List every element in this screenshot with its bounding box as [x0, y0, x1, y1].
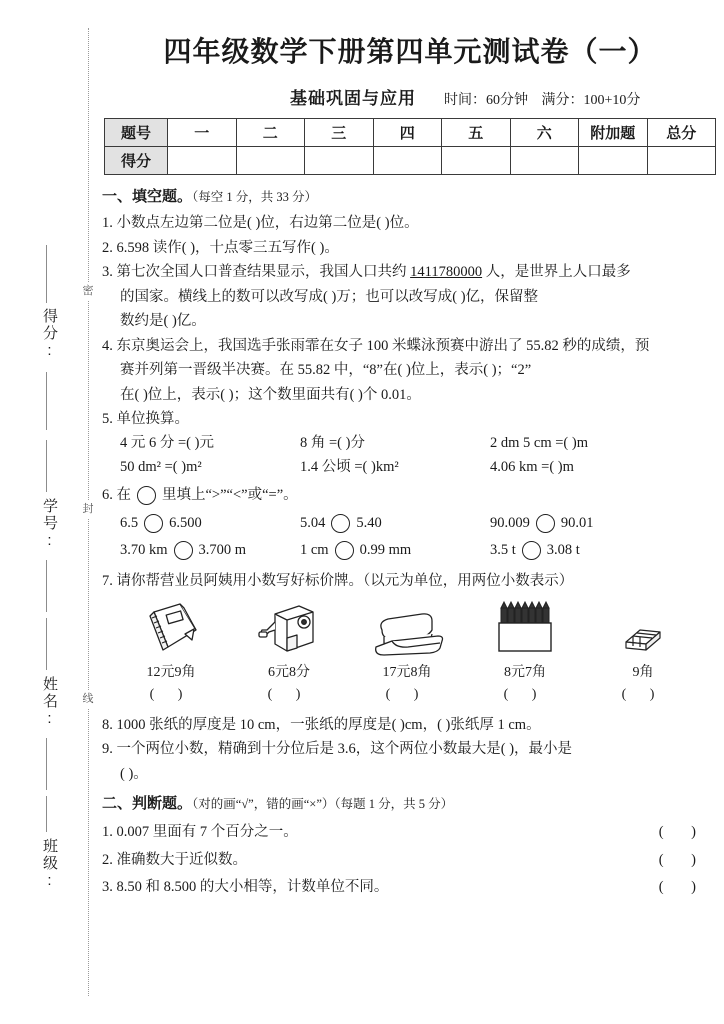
price-answer-crayon-box[interactable]: ( ) [503, 686, 547, 702]
section1-title: 一、填空题。 [102, 189, 193, 205]
question-3-line-2: 的国家。横线上的数可以改写成( )万；也可以改写成( )亿，保留整 [120, 288, 539, 305]
comparison-circle-icon[interactable] [335, 541, 354, 560]
unit-conv-5: 1.4 公顷 =( )km² [300, 458, 399, 475]
score-cell-1[interactable] [168, 147, 237, 175]
exam-meta [444, 89, 650, 109]
table-row-scores [105, 147, 716, 175]
section1-note: （每空 1 分，共 33 分） [192, 190, 318, 204]
unit-conv-2: 8 角 =( )分 [300, 435, 365, 452]
compare-pair-4 [120, 539, 300, 561]
seal-field-class: 班级: [41, 838, 58, 891]
q6-text-a: 6. 在 [102, 487, 131, 504]
price-label-crayon-box: 8元7角 [504, 665, 546, 681]
question-4-line-3: 在( )位上，表示( )；这个数里面共有( )个 0.01。 [120, 386, 421, 403]
score-col-total: 总分 [647, 119, 716, 147]
true-false-item-1 [102, 821, 720, 843]
tf-text-3: 3. 8.50 和 8.500 的大小相等，计数单位不同。 [102, 879, 389, 896]
price-answer-stapler[interactable]: ( ) [385, 686, 429, 702]
seal-field-name: 姓名: [41, 676, 58, 729]
seal-margin [0, 0, 96, 1024]
question-6-row-2 [102, 539, 720, 561]
compare-right-4: 3.700 m [198, 542, 247, 559]
price-answer-notebook[interactable]: ( ) [149, 686, 193, 702]
compare-left-4: 3.70 km [120, 542, 168, 559]
tf-answer-3[interactable]: ( ) [658, 879, 708, 896]
tf-text-2: 2. 准确数大于近似数。 [102, 851, 247, 868]
stapler-icon [348, 596, 466, 658]
compare-pair-2 [300, 512, 490, 534]
crayon-box-icon [466, 596, 584, 658]
q3-text-b: 人，是世界上人口最多 [482, 264, 631, 281]
compare-left-1: 6.5 [120, 514, 139, 531]
score-cell-3[interactable] [305, 147, 374, 175]
compare-right-1: 6.500 [169, 514, 202, 531]
price-item-eraser [584, 596, 702, 705]
price-label-stapler: 17元8角 [382, 665, 432, 681]
question-5-title: 5. 单位换算。 [102, 411, 189, 427]
questions-body [102, 182, 720, 904]
score-cell-bonus[interactable] [579, 147, 648, 175]
score-cell-4[interactable] [373, 147, 442, 175]
seal-rule-1 [46, 245, 47, 303]
question-4-line-2: 赛并列第一晋级半决赛。在 55.82 中，“8”在( )位上，表示( )；“2” [120, 362, 532, 379]
compare-left-6: 3.5 t [490, 542, 516, 559]
question-4-line-1: 4. 东京奥运会上，我国选手张雨霏在女子 100 米蝶泳预赛中游出了 55.82 秒的成绩，预 [102, 337, 650, 354]
question-3-line-3: 数约是( )亿。 [120, 313, 206, 330]
seal-word-xian: 线 [80, 690, 96, 709]
exam-total-score: 满分：100+10分 [541, 93, 641, 108]
q3-population-number: 1411780000 [410, 264, 483, 281]
price-item-crayon-box [466, 596, 584, 705]
seal-field-score: 得分: [41, 308, 58, 361]
unit-conv-1: 4 元 6 分 =( )元 [120, 435, 214, 452]
question-1: 1. 小数点左边第二位是( )位，右边第二位是( )位。 [102, 215, 419, 232]
score-cell-5[interactable] [442, 147, 511, 175]
section-heading-fill-blanks [102, 186, 720, 209]
comparison-circle-icon[interactable] [522, 541, 541, 560]
question-6-row-1 [102, 512, 720, 534]
score-table-row-header-score: 得分 [105, 147, 168, 175]
unit-conv-4: 50 dm² =( )m² [120, 458, 202, 475]
score-table [104, 118, 716, 175]
comparison-circle-icon[interactable] [137, 486, 156, 505]
section2-note: （对的画“√”，错的画“×”）（每题 1 分，共 5 分） [192, 797, 454, 812]
price-item-notebook [112, 596, 230, 705]
q6-text-b: 里填上“>”“<”或“=”。 [162, 487, 298, 504]
section2-title: 二、判断题。 [102, 796, 193, 813]
pencil-sharpener-icon [230, 596, 348, 658]
compare-left-2: 5.04 [300, 514, 326, 531]
compare-left-3: 90.009 [490, 514, 530, 531]
score-col-1: 一 [168, 119, 237, 147]
compare-pair-6 [490, 539, 580, 561]
score-cell-total[interactable] [647, 147, 716, 175]
price-answer-eraser[interactable]: ( ) [621, 686, 665, 702]
paper-subtitle: 基础巩固与应用 [290, 89, 416, 108]
score-col-6: 六 [510, 119, 579, 147]
compare-right-2: 5.40 [356, 514, 382, 531]
comparison-circle-icon[interactable] [174, 541, 193, 560]
price-item-stapler [348, 596, 466, 705]
page-title: 四年级数学下册第四单元测试卷（一） [163, 37, 657, 68]
question-9-line-1: 9. 一个两位小数，精确到十分位后是 3.6，这个两位小数最大是( )，最小是 [102, 741, 573, 758]
score-col-bonus: 附加题 [579, 119, 648, 147]
question-9-line-2: ( )。 [120, 765, 148, 782]
seal-rule-6 [46, 738, 47, 790]
comparison-circle-icon[interactable] [536, 514, 555, 533]
score-cell-6[interactable] [510, 147, 579, 175]
score-table-row-header-qnum: 题号 [105, 119, 168, 147]
compare-right-6: 3.08 t [546, 542, 580, 559]
compare-pair-1 [120, 512, 300, 534]
question-8: 8. 1000 张纸的厚度是 10 cm，一张纸的厚度是( )cm，( )张纸厚 1 cm。 [102, 716, 541, 733]
question-7-title: 7. 请你帮营业员阿姨用小数写好标价牌。（以元为单位，用两位小数表示） [102, 572, 574, 589]
q3-text-a: 3. 第七次全国人口普查结果显示，我国人口共约 [102, 264, 411, 281]
price-label-eraser: 9角 [632, 665, 654, 681]
score-col-4: 四 [373, 119, 442, 147]
price-label-pencil-sharpener: 6元8分 [268, 665, 310, 681]
question-3-line-1 [102, 261, 720, 283]
seal-rule-4 [46, 560, 47, 612]
price-label-notebook: 12元9角 [146, 665, 196, 681]
price-tag-items [102, 596, 720, 705]
compare-left-5: 1 cm [300, 542, 329, 559]
score-cell-2[interactable] [236, 147, 305, 175]
section-heading-true-false [102, 793, 720, 816]
score-col-2: 二 [236, 119, 305, 147]
true-false-item-2 [102, 849, 720, 871]
comparison-circle-icon[interactable] [331, 514, 350, 533]
score-col-5: 五 [442, 119, 511, 147]
seal-rule-5 [46, 618, 47, 670]
exam-time: 时间：60分钟 [444, 93, 528, 108]
question-5-row-1 [102, 432, 720, 454]
table-row-question-numbers [105, 119, 716, 147]
seal-rule-3 [46, 440, 47, 492]
comparison-circle-icon[interactable] [144, 514, 163, 533]
compare-pair-5 [300, 539, 490, 561]
price-answer-pencil-sharpener[interactable]: ( ) [267, 686, 311, 702]
question-6-title [102, 484, 720, 506]
true-false-item-3 [102, 876, 720, 898]
unit-conv-6: 4.06 km =( )m [490, 458, 574, 475]
score-col-3: 三 [305, 119, 374, 147]
seal-field-student-id: 学号: [41, 498, 58, 551]
notebook-icon [112, 596, 230, 658]
seal-rule-7 [46, 796, 47, 832]
seal-rule-2 [46, 372, 47, 430]
compare-pair-3 [490, 512, 594, 534]
question-5-row-2 [102, 456, 720, 478]
tf-answer-2[interactable]: ( ) [658, 851, 708, 868]
exam-sheet [96, 0, 724, 1024]
subtitle-row [96, 84, 724, 109]
seal-word-mi: 密 [80, 282, 96, 301]
tf-answer-1[interactable]: ( ) [658, 824, 708, 841]
eraser-icon [584, 596, 702, 658]
compare-right-3: 90.01 [560, 514, 594, 531]
unit-conv-3: 2 dm 5 cm =( )m [490, 435, 588, 452]
compare-right-5: 0.99 mm [359, 542, 412, 559]
price-item-pencil-sharpener [230, 596, 348, 705]
tf-text-1: 1. 0.007 里面有 7 个百分之一。 [102, 824, 298, 841]
question-2: 2. 6.598 读作( )，十点零三五写作( )。 [102, 239, 339, 256]
seal-word-feng: 封 [80, 500, 96, 519]
